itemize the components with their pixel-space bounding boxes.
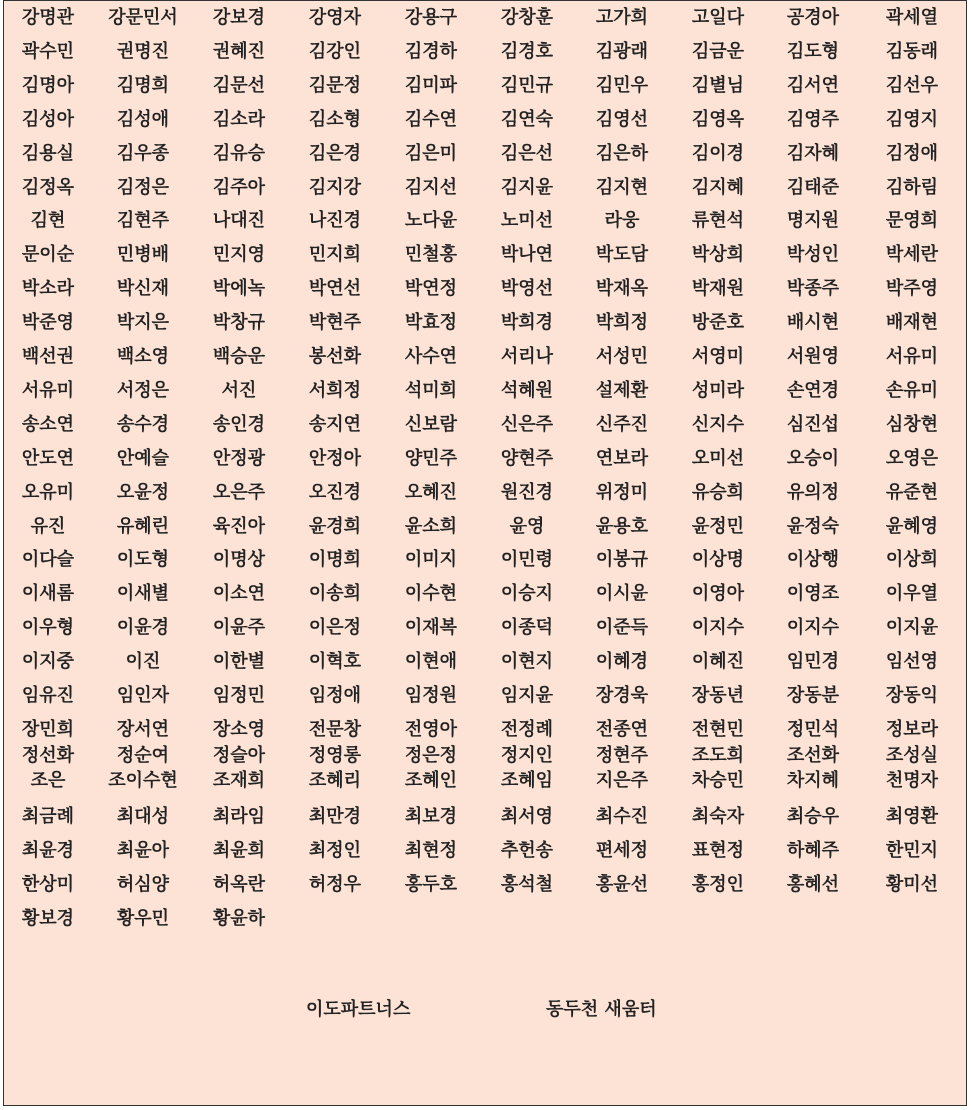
name-cell: 최승우 — [786, 806, 840, 827]
name-cell: 김은하 — [595, 142, 649, 164]
name-cell: 송지연 — [308, 413, 362, 435]
name-cell: 김태준 — [786, 176, 840, 198]
name-cell: 김주아 — [212, 176, 266, 198]
name-cell: 이명희 — [308, 549, 362, 571]
name-cell: 송수경 — [116, 413, 170, 435]
name-cell: 서정은 — [116, 379, 170, 401]
name-cell: 최수진 — [595, 806, 649, 827]
name-cell: 민지영 — [212, 244, 266, 266]
name-cell: 라웅 — [604, 210, 640, 232]
name-cell: 최만경 — [308, 806, 362, 827]
name-cell: 유진 — [30, 515, 66, 537]
name-cell: 신주진 — [595, 413, 649, 435]
name-cell: 정은정 — [404, 745, 458, 766]
name-cell: 장동분 — [786, 685, 840, 706]
name-cell: 황윤하 — [212, 908, 266, 929]
name-cell: 김별님 — [691, 74, 745, 96]
name-cell: 오유미 — [21, 481, 75, 503]
name-cell: 이시윤 — [595, 583, 649, 605]
name-cell: 박소라 — [21, 278, 75, 300]
name-cell: 곽수민 — [21, 40, 75, 62]
name-cell: 박성인 — [786, 244, 840, 266]
name-cell: 박현주 — [308, 312, 362, 334]
name-cell: 임정애 — [308, 685, 362, 706]
name-cell: 이우형 — [21, 617, 75, 639]
name-cell: 이윤주 — [212, 617, 266, 639]
name-cell: 안도연 — [21, 447, 75, 469]
name-cell: 설제환 — [595, 379, 649, 401]
name-cell: 박영선 — [500, 278, 554, 300]
name-cell: 홍정인 — [691, 874, 745, 895]
name-cell: 김선우 — [885, 74, 939, 96]
name-cell: 서리나 — [500, 346, 554, 367]
name-cell: 위정미 — [595, 481, 649, 503]
name-cell: 고일다 — [691, 7, 745, 28]
name-cell: 정순여 — [116, 745, 170, 766]
name-cell: 김연숙 — [500, 108, 554, 130]
name-cell: 봉선화 — [308, 346, 362, 367]
name-cell: 박연정 — [404, 278, 458, 300]
name-cell: 김영옥 — [691, 108, 745, 130]
name-cell: 김강인 — [308, 40, 362, 62]
name-cell: 강창훈 — [500, 7, 554, 28]
name-cell: 조혜인 — [404, 770, 458, 791]
name-cell: 이혜진 — [691, 651, 745, 673]
name-cell: 이혜경 — [595, 651, 649, 673]
name-cell: 최보경 — [404, 806, 458, 827]
name-cell: 최윤경 — [21, 840, 75, 861]
name-cell: 성미라 — [691, 379, 745, 401]
name-cell: 전문창 — [308, 718, 362, 740]
name-cell: 서희정 — [308, 379, 362, 401]
name-cell: 연보라 — [595, 447, 649, 469]
name-cell: 이은정 — [308, 617, 362, 639]
name-cell: 민철홍 — [404, 244, 458, 266]
name-cell: 이지수 — [691, 617, 745, 639]
name-cell: 최정인 — [308, 840, 362, 861]
name-cell: 차승민 — [691, 770, 745, 791]
name-cell: 편세정 — [595, 840, 649, 861]
name-cell: 양현주 — [500, 447, 554, 469]
name-cell: 조이수현 — [108, 770, 178, 791]
name-cell: 오승이 — [786, 447, 840, 469]
name-cell: 김영지 — [885, 108, 939, 130]
name-cell: 최윤아 — [116, 840, 170, 861]
name-cell: 양민주 — [404, 447, 458, 469]
name-cell: 김현주 — [116, 210, 170, 232]
name-cell: 오혜진 — [404, 481, 458, 503]
footer-left-text: 이도파트너스 — [306, 999, 411, 1020]
name-cell: 이새별 — [116, 583, 170, 605]
name-cell: 이도형 — [116, 549, 170, 571]
name-cell: 정민석 — [786, 718, 840, 740]
name-cell: 홍혜선 — [786, 874, 840, 895]
name-cell: 공경아 — [786, 7, 840, 28]
name-cell: 정슬아 — [212, 745, 266, 766]
name-cell: 김민우 — [595, 74, 649, 96]
name-cell: 오윤정 — [116, 481, 170, 503]
name-cell: 임민경 — [786, 651, 840, 673]
name-cell: 박주영 — [885, 278, 939, 300]
name-cell: 최영환 — [885, 806, 939, 827]
name-cell: 나대진 — [212, 210, 266, 232]
name-cell: 이영아 — [691, 583, 745, 605]
name-cell: 김정옥 — [21, 176, 75, 198]
name-cell: 김서연 — [786, 74, 840, 96]
name-cell: 조성실 — [885, 745, 939, 766]
name-cell: 김지혜 — [691, 176, 745, 198]
name-cell: 박상희 — [691, 244, 745, 266]
name-cell: 손연경 — [786, 379, 840, 401]
name-cell: 이상행 — [786, 549, 840, 571]
name-cell: 김정은 — [116, 176, 170, 198]
name-cell: 문이순 — [21, 244, 75, 266]
name-cell: 이혁호 — [308, 651, 362, 673]
name-cell: 안정광 — [212, 447, 266, 469]
name-cell: 류현석 — [691, 210, 745, 232]
name-cell: 권명진 — [116, 40, 170, 62]
name-cell: 박준영 — [21, 312, 75, 334]
footer-right-text: 동두천 새움터 — [546, 999, 657, 1020]
name-cell: 박재옥 — [595, 278, 649, 300]
name-cell: 이지수 — [786, 617, 840, 639]
name-cell: 박연선 — [308, 278, 362, 300]
name-cell: 김영선 — [595, 108, 649, 130]
name-cell: 허심양 — [116, 874, 170, 895]
name-cell: 김우종 — [116, 142, 170, 164]
name-cell: 임정원 — [404, 685, 458, 706]
name-cell: 이한별 — [212, 651, 266, 673]
name-cell: 김지강 — [308, 176, 362, 198]
name-cell: 안정아 — [308, 447, 362, 469]
name-cell: 민지희 — [308, 244, 362, 266]
name-cell: 고가희 — [595, 7, 649, 28]
name-cell: 임유진 — [21, 685, 75, 706]
name-cell: 배시현 — [786, 312, 840, 334]
name-cell: 이상희 — [885, 549, 939, 571]
name-cell: 박신재 — [116, 278, 170, 300]
name-cell: 김명아 — [21, 74, 75, 96]
name-cell: 임지윤 — [500, 685, 554, 706]
name-cell: 김지현 — [595, 176, 649, 198]
name-cell: 이수현 — [404, 583, 458, 605]
name-cell: 차지혜 — [786, 770, 840, 791]
name-cell: 강보경 — [212, 7, 266, 28]
name-cell: 김하림 — [885, 176, 939, 198]
name-cell: 서유미 — [885, 346, 939, 367]
name-cell: 하혜주 — [786, 840, 840, 861]
name-cell: 장동년 — [691, 685, 745, 706]
name-cell: 전종연 — [595, 718, 649, 740]
name-cell: 최라임 — [212, 806, 266, 827]
name-cell: 이민령 — [500, 549, 554, 571]
name-cell: 장동익 — [885, 685, 939, 706]
name-cell: 김유승 — [212, 142, 266, 164]
name-cell: 박지은 — [116, 312, 170, 334]
name-cell: 장소영 — [212, 718, 266, 740]
name-cell: 최서영 — [500, 806, 554, 827]
name-cell: 박종주 — [786, 278, 840, 300]
name-cell: 박에녹 — [212, 278, 266, 300]
name-cell: 석혜원 — [500, 379, 554, 401]
name-cell: 박세란 — [885, 244, 939, 266]
name-cell: 이미지 — [404, 549, 458, 571]
name-cell: 정현주 — [595, 745, 649, 766]
name-cell: 오미선 — [691, 447, 745, 469]
name-cell: 이상명 — [691, 549, 745, 571]
name-cell: 장민희 — [21, 718, 75, 740]
name-cell: 석미희 — [404, 379, 458, 401]
name-cell: 윤소희 — [404, 515, 458, 537]
name-cell: 허정우 — [308, 874, 362, 895]
name-cell: 이새롬 — [21, 583, 75, 605]
name-cell: 나진경 — [308, 210, 362, 232]
name-cell: 전현민 — [691, 718, 745, 740]
name-cell: 오진경 — [308, 481, 362, 503]
name-cell: 신보람 — [404, 413, 458, 435]
name-cell: 사수연 — [404, 346, 458, 367]
name-cell: 백승운 — [212, 346, 266, 367]
name-cell: 조혜리 — [308, 770, 362, 791]
name-cell: 권혜진 — [212, 40, 266, 62]
name-cell: 서진 — [221, 379, 257, 401]
name-cell: 이윤경 — [116, 617, 170, 639]
name-cell: 조혜임 — [500, 770, 554, 791]
name-cell: 서유미 — [21, 379, 75, 401]
name-cell: 강문민서 — [108, 7, 178, 28]
name-cell: 민병배 — [116, 244, 170, 266]
name-cell: 심창현 — [885, 413, 939, 435]
name-cell: 전정례 — [500, 718, 554, 740]
name-cell: 김수연 — [404, 108, 458, 130]
name-cell: 김소라 — [212, 108, 266, 130]
name-cell: 윤혜영 — [885, 515, 939, 537]
name-cell: 김이경 — [691, 142, 745, 164]
name-cell: 김문선 — [212, 74, 266, 96]
name-cell: 표현정 — [691, 840, 745, 861]
name-sheet — [3, 0, 967, 1106]
name-cell: 이다슬 — [21, 549, 75, 571]
name-cell: 김정애 — [885, 142, 939, 164]
name-cell: 최금례 — [21, 806, 75, 827]
name-cell: 김민규 — [500, 74, 554, 96]
name-cell: 황보경 — [21, 908, 75, 929]
name-cell: 심진섭 — [786, 413, 840, 435]
name-cell: 윤용호 — [595, 515, 649, 537]
name-cell: 김지윤 — [500, 176, 554, 198]
name-cell: 최숙자 — [691, 806, 745, 827]
name-cell: 황우민 — [116, 908, 170, 929]
name-cell: 최현정 — [404, 840, 458, 861]
name-cell: 김은경 — [308, 142, 362, 164]
name-cell: 김문정 — [308, 74, 362, 96]
name-cell: 정지인 — [500, 745, 554, 766]
name-cell: 유승희 — [691, 481, 745, 503]
name-cell: 김용실 — [21, 142, 75, 164]
name-cell: 송인경 — [212, 413, 266, 435]
name-cell: 이진 — [125, 651, 161, 673]
name-cell: 유준현 — [885, 481, 939, 503]
name-cell: 이현지 — [500, 651, 554, 673]
name-cell: 정영롱 — [308, 745, 362, 766]
name-cell: 백선권 — [21, 346, 75, 367]
name-cell: 박도담 — [595, 244, 649, 266]
name-cell: 이봉규 — [595, 549, 649, 571]
name-cell: 신지수 — [691, 413, 745, 435]
name-cell: 홍두호 — [404, 874, 458, 895]
name-cell: 김성애 — [116, 108, 170, 130]
name-cell: 이승지 — [500, 583, 554, 605]
name-cell: 지은주 — [595, 770, 649, 791]
name-cell: 박창규 — [212, 312, 266, 334]
name-cell: 강명관 — [21, 7, 75, 28]
name-cell: 김동래 — [885, 40, 939, 62]
name-cell: 박재원 — [691, 278, 745, 300]
name-cell: 강영자 — [308, 7, 362, 28]
name-cell: 서원영 — [786, 346, 840, 367]
name-cell: 김은미 — [404, 142, 458, 164]
name-cell: 손유미 — [885, 379, 939, 401]
name-cell: 장서연 — [116, 718, 170, 740]
name-cell: 이준득 — [595, 617, 649, 639]
name-cell: 한상미 — [21, 874, 75, 895]
name-cell: 임정민 — [212, 685, 266, 706]
name-cell: 원진경 — [500, 481, 554, 503]
name-cell: 조은 — [30, 770, 66, 791]
name-cell: 이명상 — [212, 549, 266, 571]
name-cell: 김은선 — [500, 142, 554, 164]
name-cell: 박희경 — [500, 312, 554, 334]
name-cell: 안예슬 — [116, 447, 170, 469]
name-cell: 유혜린 — [116, 515, 170, 537]
name-cell: 정보라 — [885, 718, 939, 740]
name-cell: 김영주 — [786, 108, 840, 130]
name-cell: 노미선 — [500, 210, 554, 232]
name-cell: 이송희 — [308, 583, 362, 605]
name-cell: 김성아 — [21, 108, 75, 130]
name-cell: 윤경희 — [308, 515, 362, 537]
name-cell: 노다윤 — [404, 210, 458, 232]
name-cell: 육진아 — [212, 515, 266, 537]
name-cell: 최윤희 — [212, 840, 266, 861]
name-cell: 오영은 — [885, 447, 939, 469]
name-cell: 김도형 — [786, 40, 840, 62]
name-cell: 윤영 — [509, 515, 545, 537]
name-cell: 김금운 — [691, 40, 745, 62]
name-cell: 김미파 — [404, 74, 458, 96]
name-cell: 추헌송 — [500, 840, 554, 861]
name-cell: 장경욱 — [595, 685, 649, 706]
name-cell: 최대성 — [116, 806, 170, 827]
name-cell: 방준호 — [691, 312, 745, 334]
name-cell: 오은주 — [212, 481, 266, 503]
name-cell: 조선화 — [786, 745, 840, 766]
name-cell: 박효정 — [404, 312, 458, 334]
name-cell: 서성민 — [595, 346, 649, 367]
name-cell: 이지중 — [21, 651, 75, 673]
name-cell: 이재복 — [404, 617, 458, 639]
name-cell: 이우열 — [885, 583, 939, 605]
name-cell: 이지윤 — [885, 617, 939, 639]
name-cell: 정선화 — [21, 745, 75, 766]
name-cell: 조도희 — [691, 745, 745, 766]
name-cell: 임선영 — [885, 651, 939, 673]
name-cell: 유의정 — [786, 481, 840, 503]
name-cell: 김경하 — [404, 40, 458, 62]
name-cell: 전영아 — [404, 718, 458, 740]
name-cell: 이종덕 — [500, 617, 554, 639]
name-cell: 윤정숙 — [786, 515, 840, 537]
name-cell: 조재희 — [212, 770, 266, 791]
name-cell: 이영조 — [786, 583, 840, 605]
name-cell: 이소연 — [212, 583, 266, 605]
name-cell: 임인자 — [116, 685, 170, 706]
name-cell: 홍석철 — [500, 874, 554, 895]
name-cell: 이현애 — [404, 651, 458, 673]
name-cell: 김현 — [30, 210, 66, 232]
name-cell: 김명희 — [116, 74, 170, 96]
name-cell: 황미선 — [885, 874, 939, 895]
name-cell: 송소연 — [21, 413, 75, 435]
name-cell: 문영희 — [885, 210, 939, 232]
name-cell: 김경호 — [500, 40, 554, 62]
name-cell: 명지원 — [786, 210, 840, 232]
name-cell: 박희정 — [595, 312, 649, 334]
name-cell: 백소영 — [116, 346, 170, 367]
name-cell: 박나연 — [500, 244, 554, 266]
name-cell: 홍윤선 — [595, 874, 649, 895]
name-cell: 서영미 — [691, 346, 745, 367]
name-cell: 강용구 — [404, 7, 458, 28]
name-cell: 허옥란 — [212, 874, 266, 895]
name-cell: 배재현 — [885, 312, 939, 334]
name-cell: 김소형 — [308, 108, 362, 130]
name-cell: 신은주 — [500, 413, 554, 435]
name-cell: 윤정민 — [691, 515, 745, 537]
name-cell: 김자혜 — [786, 142, 840, 164]
name-cell: 김광래 — [595, 40, 649, 62]
name-cell: 김지선 — [404, 176, 458, 198]
name-cell: 한민지 — [885, 840, 939, 861]
name-cell: 곽세열 — [885, 7, 939, 28]
name-cell: 천명자 — [885, 770, 939, 791]
